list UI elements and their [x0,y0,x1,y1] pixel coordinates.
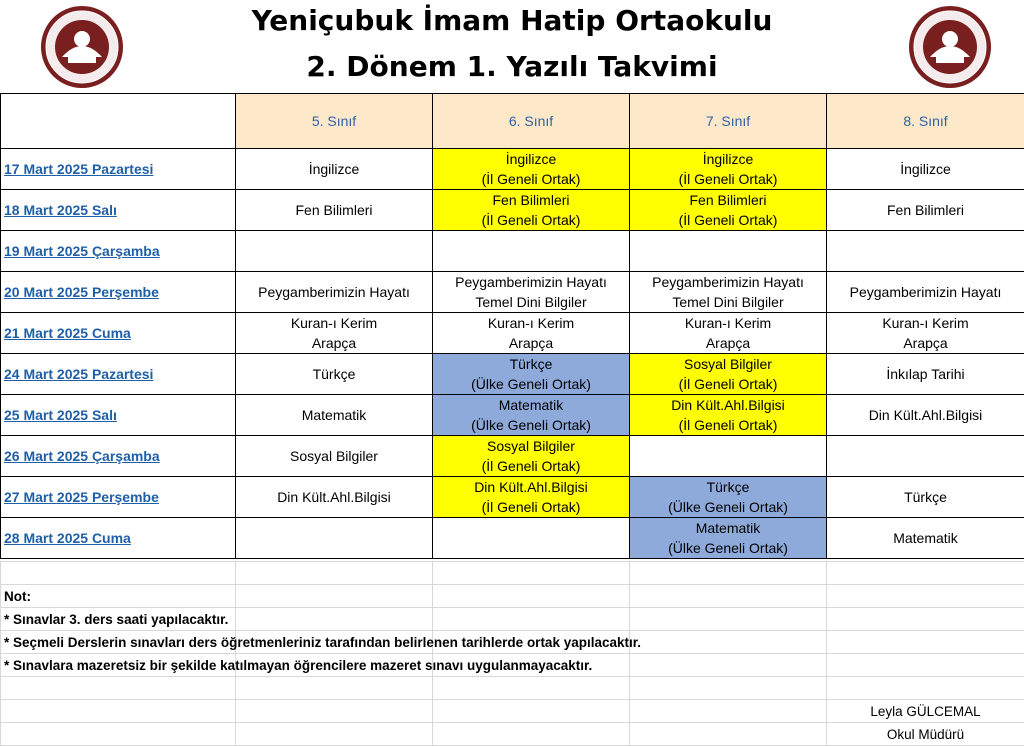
signature-title: Okul Müdürü [827,723,1024,746]
exam-cell-7 [630,231,827,272]
exam-subject: İngilizce [433,149,629,169]
notes-label: Not: [1,585,236,608]
exam-subject: Peygamberimizin Hayatı [236,281,432,304]
exam-cell-7 [630,354,827,395]
exam-cell-5 [236,395,433,436]
schedule-row [1,272,1024,313]
exam-cell-8 [827,354,1024,395]
exam-cell-6 [433,313,630,354]
exam-cell-5 [236,231,433,272]
exam-subject: (İl Geneli Ortak) [433,456,629,476]
exam-cell-5 [236,272,433,313]
exam-subject: Kuran-ı Kerim [630,313,826,333]
schedule-row [1,477,1024,518]
exam-subject: Peygamberimizin Hayatı [433,272,629,292]
exam-subject: Fen Bilimleri [433,190,629,210]
exam-schedule-table [0,93,1024,559]
column-header-8: 8. Sınıf [827,94,1024,149]
column-header-6: 6. Sınıf [433,94,630,149]
exam-cell-6 [433,149,630,190]
exam-subject: (İl Geneli Ortak) [433,210,629,230]
exam-subject: Peygamberimizin Hayatı [827,281,1024,304]
signature-name: Leyla GÜLCEMAL [827,700,1024,723]
exam-cell-5 [236,190,433,231]
notes-section [0,561,1024,746]
exam-subject: Kuran-ı Kerim [433,313,629,333]
exam-cell-8 [827,395,1024,436]
schedule-title: 2. Dönem 1. Yazılı Takvimi [0,50,1024,83]
column-header-7: 7. Sınıf [630,94,827,149]
exam-subject: (Ülke Geneli Ortak) [433,374,629,394]
note-item: * Seçmeli Derslerin sınavları ders öğretmenleriniz tarafından belirlenen tarihlerde ortak yapılacaktır. [1,631,236,654]
exam-subject: Türkçe [827,486,1024,509]
document-header [0,0,1024,94]
schedule-row [1,231,1024,272]
schedule-row [1,354,1024,395]
exam-subject: Peygamberimizin Hayatı [630,272,826,292]
column-header-5: 5. Sınıf [236,94,433,149]
exam-subject: Din Kült.Ahl.Bilgisi [630,395,826,415]
exam-subject: (İl Geneli Ortak) [433,497,629,517]
schedule-rows [1,149,1024,559]
exam-cell-8 [827,272,1024,313]
exam-cell-6 [433,354,630,395]
exam-cell-7 [630,395,827,436]
exam-subject: Sosyal Bilgiler [630,354,826,374]
exam-subject: Din Kült.Ahl.Bilgisi [827,404,1024,427]
schedule-row [1,395,1024,436]
header-row [1,94,1024,149]
exam-subject: Kuran-ı Kerim [236,313,432,333]
date-cell[interactable]: 25 Mart 2025 Salı [1,395,236,436]
exam-cell-7 [630,149,827,190]
date-cell[interactable]: 19 Mart 2025 Çarşamba [1,231,236,272]
exam-subject: Fen Bilimleri [630,190,826,210]
exam-cell-7 [630,272,827,313]
exam-cell-5 [236,436,433,477]
date-cell[interactable]: 17 Mart 2025 Pazartesi [1,149,236,190]
exam-cell-8 [827,190,1024,231]
exam-subject: Temel Dini Bilgiler [433,292,629,312]
schedule-row [1,436,1024,477]
corner-cell [1,94,236,149]
exam-subject: Din Kült.Ahl.Bilgisi [433,477,629,497]
date-cell[interactable]: 24 Mart 2025 Pazartesi [1,354,236,395]
exam-subject: (İl Geneli Ortak) [630,169,826,189]
schedule-row [1,149,1024,190]
date-cell[interactable]: 28 Mart 2025 Cuma [1,518,236,559]
exam-subject: Türkçe [630,477,826,497]
exam-cell-8 [827,231,1024,272]
date-cell[interactable]: 18 Mart 2025 Salı [1,190,236,231]
exam-subject: Matematik [630,518,826,538]
schedule-row [1,313,1024,354]
exam-cell-6 [433,272,630,313]
exam-subject: Türkçe [236,363,432,386]
exam-cell-6 [433,190,630,231]
exam-subject: Sosyal Bilgiler [433,436,629,456]
exam-subject: İngilizce [236,158,432,181]
exam-cell-7 [630,313,827,354]
exam-cell-8 [827,518,1024,559]
note-item: * Sınavlara mazeretsiz bir şekilde katılmayan öğrencilere mazeret sınavı uygulanmayacaktır. [1,654,236,677]
exam-cell-6 [433,231,630,272]
exam-subject: Sosyal Bilgiler [236,445,432,468]
exam-subject: Arapça [433,333,629,353]
school-title: Yeniçubuk İmam Hatip Ortaokulu [0,4,1024,37]
date-cell[interactable]: 27 Mart 2025 Perşembe [1,477,236,518]
schedule-row [1,190,1024,231]
exam-subject: Arapça [827,333,1024,353]
exam-subject: Fen Bilimleri [827,199,1024,222]
exam-subject: (Ülke Geneli Ortak) [630,497,826,517]
date-cell[interactable]: 26 Mart 2025 Çarşamba [1,436,236,477]
exam-subject: Fen Bilimleri [236,199,432,222]
exam-cell-6 [433,477,630,518]
exam-subject: (Ülke Geneli Ortak) [630,538,826,558]
exam-subject: Temel Dini Bilgiler [630,292,826,312]
exam-subject: İngilizce [630,149,826,169]
exam-cell-5 [236,354,433,395]
exam-cell-7 [630,436,827,477]
exam-cell-6 [433,395,630,436]
exam-cell-6 [433,436,630,477]
note-item: * Sınavlar 3. ders saati yapılacaktır. [1,608,236,631]
exam-subject: Din Kült.Ahl.Bilgisi [236,486,432,509]
exam-cell-5 [236,477,433,518]
date-cell[interactable]: 20 Mart 2025 Perşembe [1,272,236,313]
exam-subject: İnkılap Tarihi [827,363,1024,386]
exam-subject: İngilizce [827,158,1024,181]
exam-subject: (İl Geneli Ortak) [630,415,826,435]
exam-cell-8 [827,149,1024,190]
exam-cell-5 [236,149,433,190]
schedule-row [1,518,1024,559]
exam-cell-8 [827,436,1024,477]
exam-subject: Arapça [630,333,826,353]
exam-subject: Arapça [236,333,432,353]
exam-cell-7 [630,518,827,559]
exam-cell-8 [827,477,1024,518]
exam-cell-7 [630,477,827,518]
exam-cell-8 [827,313,1024,354]
exam-subject: Kuran-ı Kerim [827,313,1024,333]
exam-subject: Matematik [827,527,1024,550]
date-cell[interactable]: 21 Mart 2025 Cuma [1,313,236,354]
exam-subject: Türkçe [433,354,629,374]
exam-subject: Matematik [433,395,629,415]
exam-cell-5 [236,518,433,559]
exam-subject: Matematik [236,404,432,427]
exam-subject: (İl Geneli Ortak) [630,210,826,230]
exam-cell-7 [630,190,827,231]
exam-subject: (Ülke Geneli Ortak) [433,415,629,435]
exam-cell-5 [236,313,433,354]
school-logo-right [908,5,992,89]
exam-subject: (İl Geneli Ortak) [630,374,826,394]
exam-subject: (İl Geneli Ortak) [433,169,629,189]
exam-cell-6 [433,518,630,559]
